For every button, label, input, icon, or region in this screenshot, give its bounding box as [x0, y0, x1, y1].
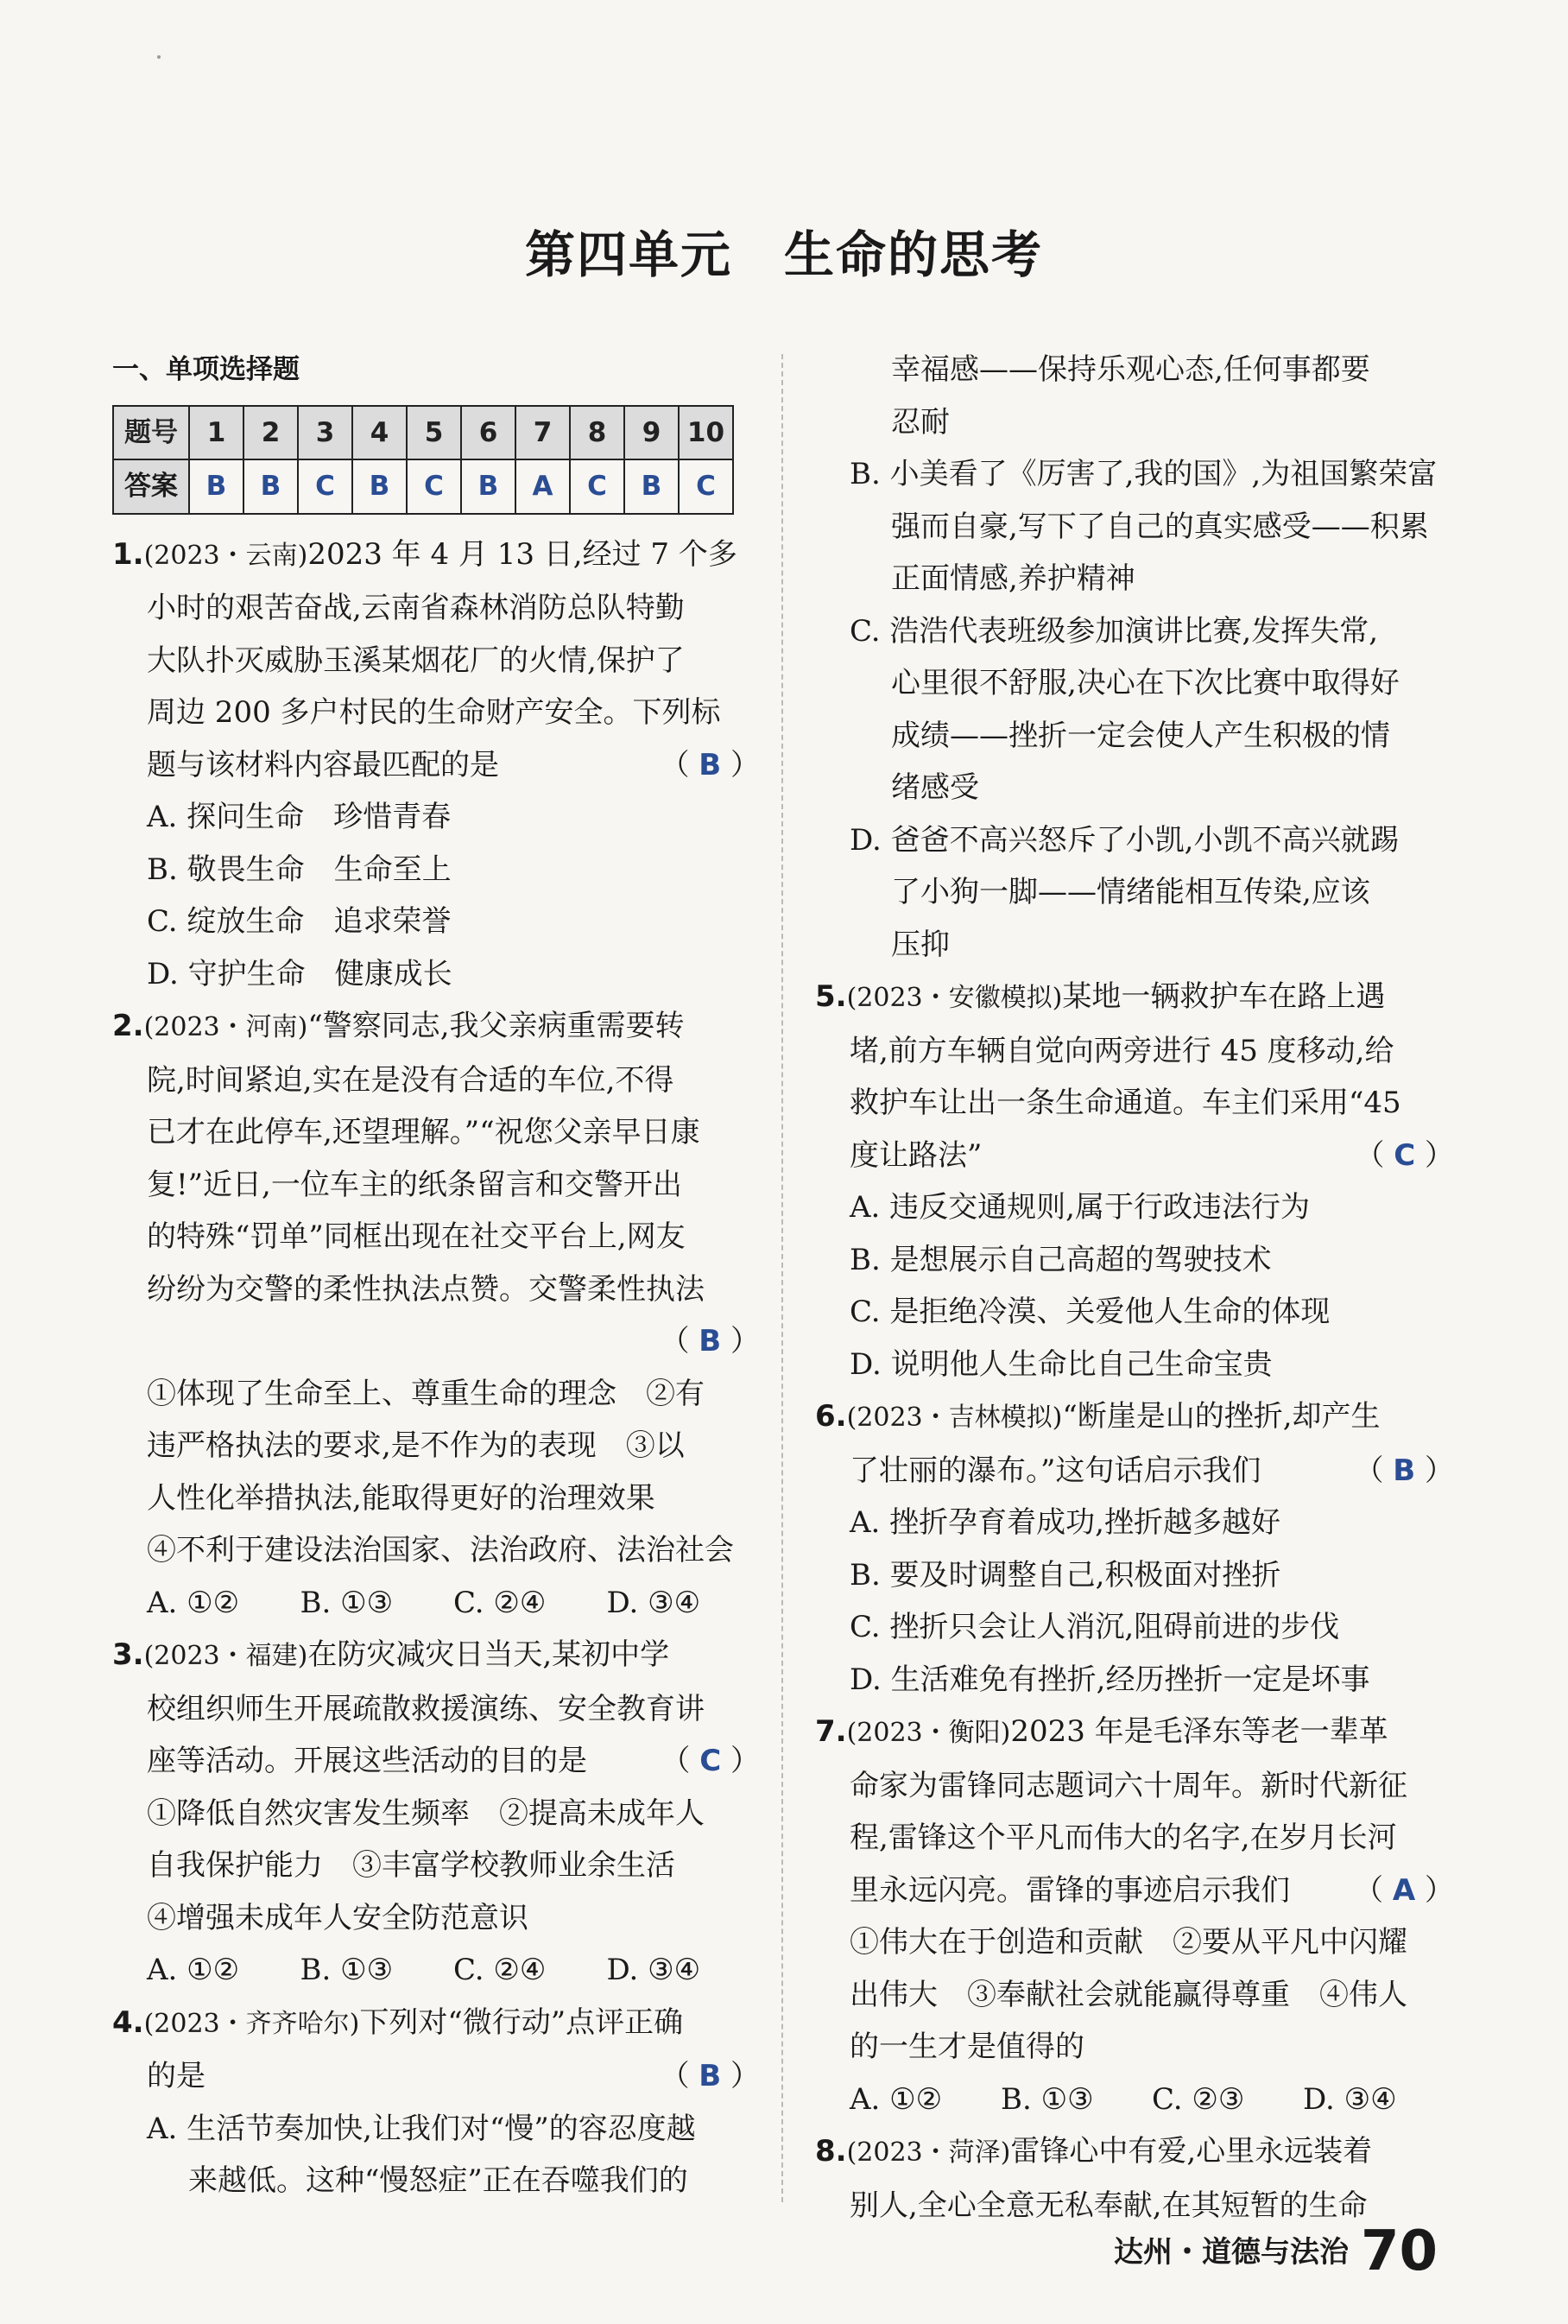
question-number-cell: 8: [570, 406, 624, 460]
answer-cell: B: [461, 459, 515, 514]
statement-item: 自我保护能力 ③丰富学校教师业余生活: [147, 1848, 675, 1883]
question-number-cell: 5: [407, 406, 461, 460]
question-text: 大队扑灭威胁玉溪某烟花厂的火情,保护了: [147, 643, 685, 678]
answer-cell: C: [570, 459, 624, 514]
question-text: 了壮丽的瀑布。”这句话启示我们: [850, 1453, 1261, 1488]
option: D. 守护生命 健康成长: [147, 956, 452, 991]
answer-bracket: （ C ）: [661, 1744, 760, 1778]
question-text: 别人,全心全意无私奉献,在其短暂的生命: [850, 2188, 1368, 2223]
answer-bracket: （ B ）: [660, 2059, 760, 2093]
option-continuation: 来越低。这种“慢怒症”正在吞噬我们的: [188, 2163, 688, 2198]
option: C. 浩浩代表班级参加演讲比赛,发挥失常,: [850, 613, 1379, 649]
answer-table: [112, 405, 734, 515]
question-number: 5.: [815, 979, 847, 1014]
answer-cell: B: [624, 459, 679, 514]
answer-letter: C: [1394, 1137, 1416, 1173]
question-number-cell: 4: [352, 406, 407, 460]
question-text: 雷锋心中有爱,心里永远装着: [1010, 2134, 1373, 2169]
question-text: 2023 年是毛泽东等老一辈革: [1010, 1714, 1388, 1749]
answer-cell: A: [515, 459, 570, 514]
choice: B. ①③: [1001, 2081, 1094, 2117]
answer-table-answer-row: [113, 459, 733, 514]
question-text: 纷纷为交警的柔性执法点赞。交警柔性执法: [147, 1271, 705, 1307]
answer-letter: C: [699, 1744, 722, 1778]
question-text: 周边 200 多户村民的生命财产安全。下列标: [147, 695, 721, 730]
option: C. 绽放生命 追求荣誉: [147, 904, 452, 939]
choice: C. ②④: [453, 1953, 547, 1987]
question-source: (2023・衡阳): [846, 1718, 1011, 1748]
answer-table-answer-label: 答案: [113, 459, 189, 514]
question-number: 3.: [112, 1637, 144, 1672]
question-6: [815, 1390, 1454, 1706]
choice: A. ①②: [147, 1585, 240, 1620]
choice-row: [112, 1577, 760, 1630]
question-number-cell: 1: [189, 406, 243, 460]
choice-row: [112, 1944, 760, 1997]
question-text: 救护车让出一条生命通道。车主们采用“45: [850, 1086, 1401, 1120]
question-source: (2023・吉林模拟): [846, 1403, 1063, 1433]
question-7: [815, 1706, 1454, 2125]
option: B. 要及时调整自己,积极面对挫折: [850, 1557, 1281, 1593]
option: D. 爸爸不高兴怒斥了小凯,小凯不高兴就踢: [850, 822, 1400, 858]
question-text: 院,时间紧迫,实在是没有合适的车位,不得: [147, 1062, 674, 1098]
section-heading: 一、单项选择题: [112, 354, 300, 385]
question-text: 题与该材料内容最匹配的是: [147, 747, 499, 782]
question-number-cell: 2: [243, 406, 298, 460]
question-text: 2023 年 4 月 13 日,经过 7 个多: [307, 536, 737, 572]
question-number-cell: 7: [515, 406, 570, 460]
statement-item: 违严格执法的要求,是不作为的表现 ③以: [147, 1428, 685, 1463]
question-text: 程,雷锋这个平凡而伟大的名字,在岁月长河: [850, 1821, 1397, 1855]
option: B. 敬畏生命 生命至上: [147, 852, 452, 887]
answer-bracket: （ C ）: [1355, 1137, 1454, 1173]
choice: A. ①②: [147, 1953, 240, 1987]
question-5: [815, 971, 1454, 1390]
answer-cell: B: [352, 459, 407, 514]
statement-item: 人性化举措执法,能取得更好的治理效果: [147, 1480, 655, 1516]
question-text: “警察同志,我父亲病重需要转: [307, 1009, 685, 1043]
page-footer: [1114, 2220, 1438, 2283]
question-4: [112, 1997, 760, 2207]
choice: B. ①③: [300, 1953, 394, 1987]
question-text: 复!”近日,一位车主的纸条留言和交警开出: [147, 1167, 682, 1202]
statement-item: 出伟大 ③奉献社会就能赢得尊重 ④伟人: [850, 1977, 1407, 2012]
question-source: (2023・安徽模拟): [846, 983, 1063, 1013]
option-continuation: 忍耐: [891, 404, 950, 440]
question-source: (2023・齐齐哈尔): [143, 2008, 360, 2039]
question-text: 的是: [147, 2059, 205, 2093]
question-2: [112, 1000, 760, 1629]
question-number-cell: 10: [679, 406, 733, 460]
page-title: 第四单元 生命的思考: [524, 225, 1043, 284]
option: A. 探问生命 珍惜青春: [147, 800, 452, 834]
question-text: 小时的艰苦奋战,云南省森林消防总队特勤: [147, 591, 685, 625]
option-continuation: 了小狗一脚——情绪能相互传染,应该: [891, 875, 1370, 909]
question-text: 校组织师生开展疏散救援演练、安全教育讲: [147, 1691, 705, 1726]
question-text: 命家为雷锋同志题词六十周年。新时代新征: [850, 1768, 1407, 1803]
statement-item: ④增强未成年人安全防范意识: [147, 1900, 528, 1935]
question-text: 堵,前方车辆自觉向两旁进行 45 度移动,给: [850, 1033, 1394, 1068]
choice-row: [815, 2074, 1454, 2126]
choice: D. ③④: [1303, 2081, 1397, 2117]
question-text: 的特殊“罚单”同框出现在社交平台上,网友: [147, 1219, 686, 1254]
question-number-cell: 3: [298, 406, 352, 460]
question-number: 2.: [112, 1009, 144, 1043]
option: C. 挫折只会让人消沉,阻碍前进的步伐: [850, 1610, 1340, 1644]
question-number-cell: 9: [624, 406, 679, 460]
answer-bracket: （ B ）: [1354, 1453, 1454, 1488]
option-continuation: 强而自豪,写下了自己的真实感受——积累: [891, 509, 1429, 544]
question-1: [112, 529, 760, 1001]
option-continuation: 心里很不舒服,决心在下次比赛中取得好: [891, 666, 1400, 700]
question-text: 度让路法”: [850, 1137, 983, 1173]
option: B. 小美看了《厉害了,我的国》,为祖国繁荣富: [850, 457, 1438, 491]
answer-table-header-label: 题号: [113, 406, 189, 460]
statement-item: ①降低自然灾害发生频率 ②提高未成年人: [147, 1795, 705, 1831]
question-text: 已才在此停车,还望理解。”“祝您父亲早日康: [147, 1115, 700, 1149]
option-continuation: 成绩——挫折一定会使人产生积极的情: [891, 718, 1390, 753]
option: A. 挫折孕育着成功,挫折越多越好: [850, 1505, 1280, 1540]
choice: A. ①②: [850, 2081, 943, 2117]
answer-bracket: （ A ）: [1354, 1872, 1454, 1908]
answer-cell: C: [679, 459, 733, 514]
question-3: [112, 1629, 760, 1997]
answer-bracket: （ B ）: [660, 1324, 760, 1358]
answer-letter: B: [1393, 1453, 1416, 1488]
question-text: 下列对“微行动”点评正确: [359, 2004, 684, 2040]
answer-letter: B: [699, 1324, 722, 1358]
question-number: 6.: [815, 1399, 847, 1434]
answer-cell: C: [407, 459, 461, 514]
answer-table-number-row: [113, 406, 733, 460]
answer-cell: B: [189, 459, 243, 514]
choice: C. ②③: [1152, 2081, 1245, 2117]
question-source: (2023・菏泽): [846, 2137, 1011, 2168]
question-number: 8.: [815, 2134, 847, 2169]
option: A. 生活节奏加快,让我们对“慢”的容忍度越: [147, 2111, 696, 2146]
footer-label: 达州・道德与法治: [1114, 2235, 1349, 2270]
question-number: 7.: [815, 1714, 847, 1749]
option: D. 说明他人生命比自己生命宝贵: [850, 1346, 1273, 1382]
option: C. 是拒绝冷漠、关爱他人生命的体现: [850, 1295, 1331, 1329]
option-continuation: 正面情感,养护精神: [891, 561, 1135, 596]
page-number: 70: [1361, 2220, 1438, 2283]
question-8: [815, 2125, 1454, 2232]
answer-cell: C: [298, 459, 352, 514]
question-text: 在防灾减灾日当天,某初中学: [307, 1637, 670, 1672]
question-source: (2023・河南): [143, 1012, 308, 1042]
question-text: 里永远闪亮。雷锋的事迹启示我们: [850, 1872, 1290, 1908]
option: D. 生活难免有挫折,经历挫折一定是坏事: [850, 1662, 1370, 1697]
question-number-cell: 6: [461, 406, 515, 460]
statement-item: ①伟大在于创造和贡献 ②要从平凡中闪耀: [850, 1925, 1407, 1960]
column-divider: [781, 354, 783, 2202]
choice: D. ③④: [606, 1953, 701, 1987]
question-text: “断崖是山的挫折,却产生: [1062, 1399, 1381, 1434]
choice: B. ①③: [300, 1585, 394, 1620]
statement-item: 的一生才是值得的: [850, 2030, 1084, 2064]
question-number: 1.: [112, 536, 144, 572]
left-column: [112, 344, 760, 2207]
choice: C. ②④: [453, 1585, 547, 1620]
answer-letter: B: [699, 2059, 722, 2093]
scan-dot: [157, 55, 161, 59]
statement-item: ①体现了生命至上、尊重生命的理念 ②有: [147, 1376, 705, 1411]
question-number: 4.: [112, 2004, 144, 2040]
answer-bracket: （ B ）: [660, 747, 760, 782]
option-continuation: 绪感受: [891, 770, 979, 805]
choice: D. ③④: [606, 1585, 701, 1620]
question-text: 某地一辆救护车在路上遇: [1062, 979, 1386, 1014]
answer-cell: B: [243, 459, 298, 514]
question-source: (2023・云南): [143, 540, 308, 571]
option: B. 是想展示自己高超的驾驶技术: [850, 1242, 1272, 1277]
question-text: 座等活动。开展这些活动的目的是: [147, 1744, 587, 1778]
statement-item: ④不利于建设法治国家、法治政府、法治社会: [147, 1533, 734, 1567]
answer-letter: A: [1392, 1872, 1416, 1908]
question-source: (2023・福建): [143, 1641, 308, 1671]
option-continuation: 压抑: [891, 927, 950, 962]
option: A. 违反交通规则,属于行政违法行为: [850, 1190, 1310, 1225]
answer-letter: B: [699, 747, 722, 782]
right-column: [815, 344, 1454, 2232]
option-continuation: 幸福感——保持乐观心态,任何事都要: [891, 352, 1370, 387]
